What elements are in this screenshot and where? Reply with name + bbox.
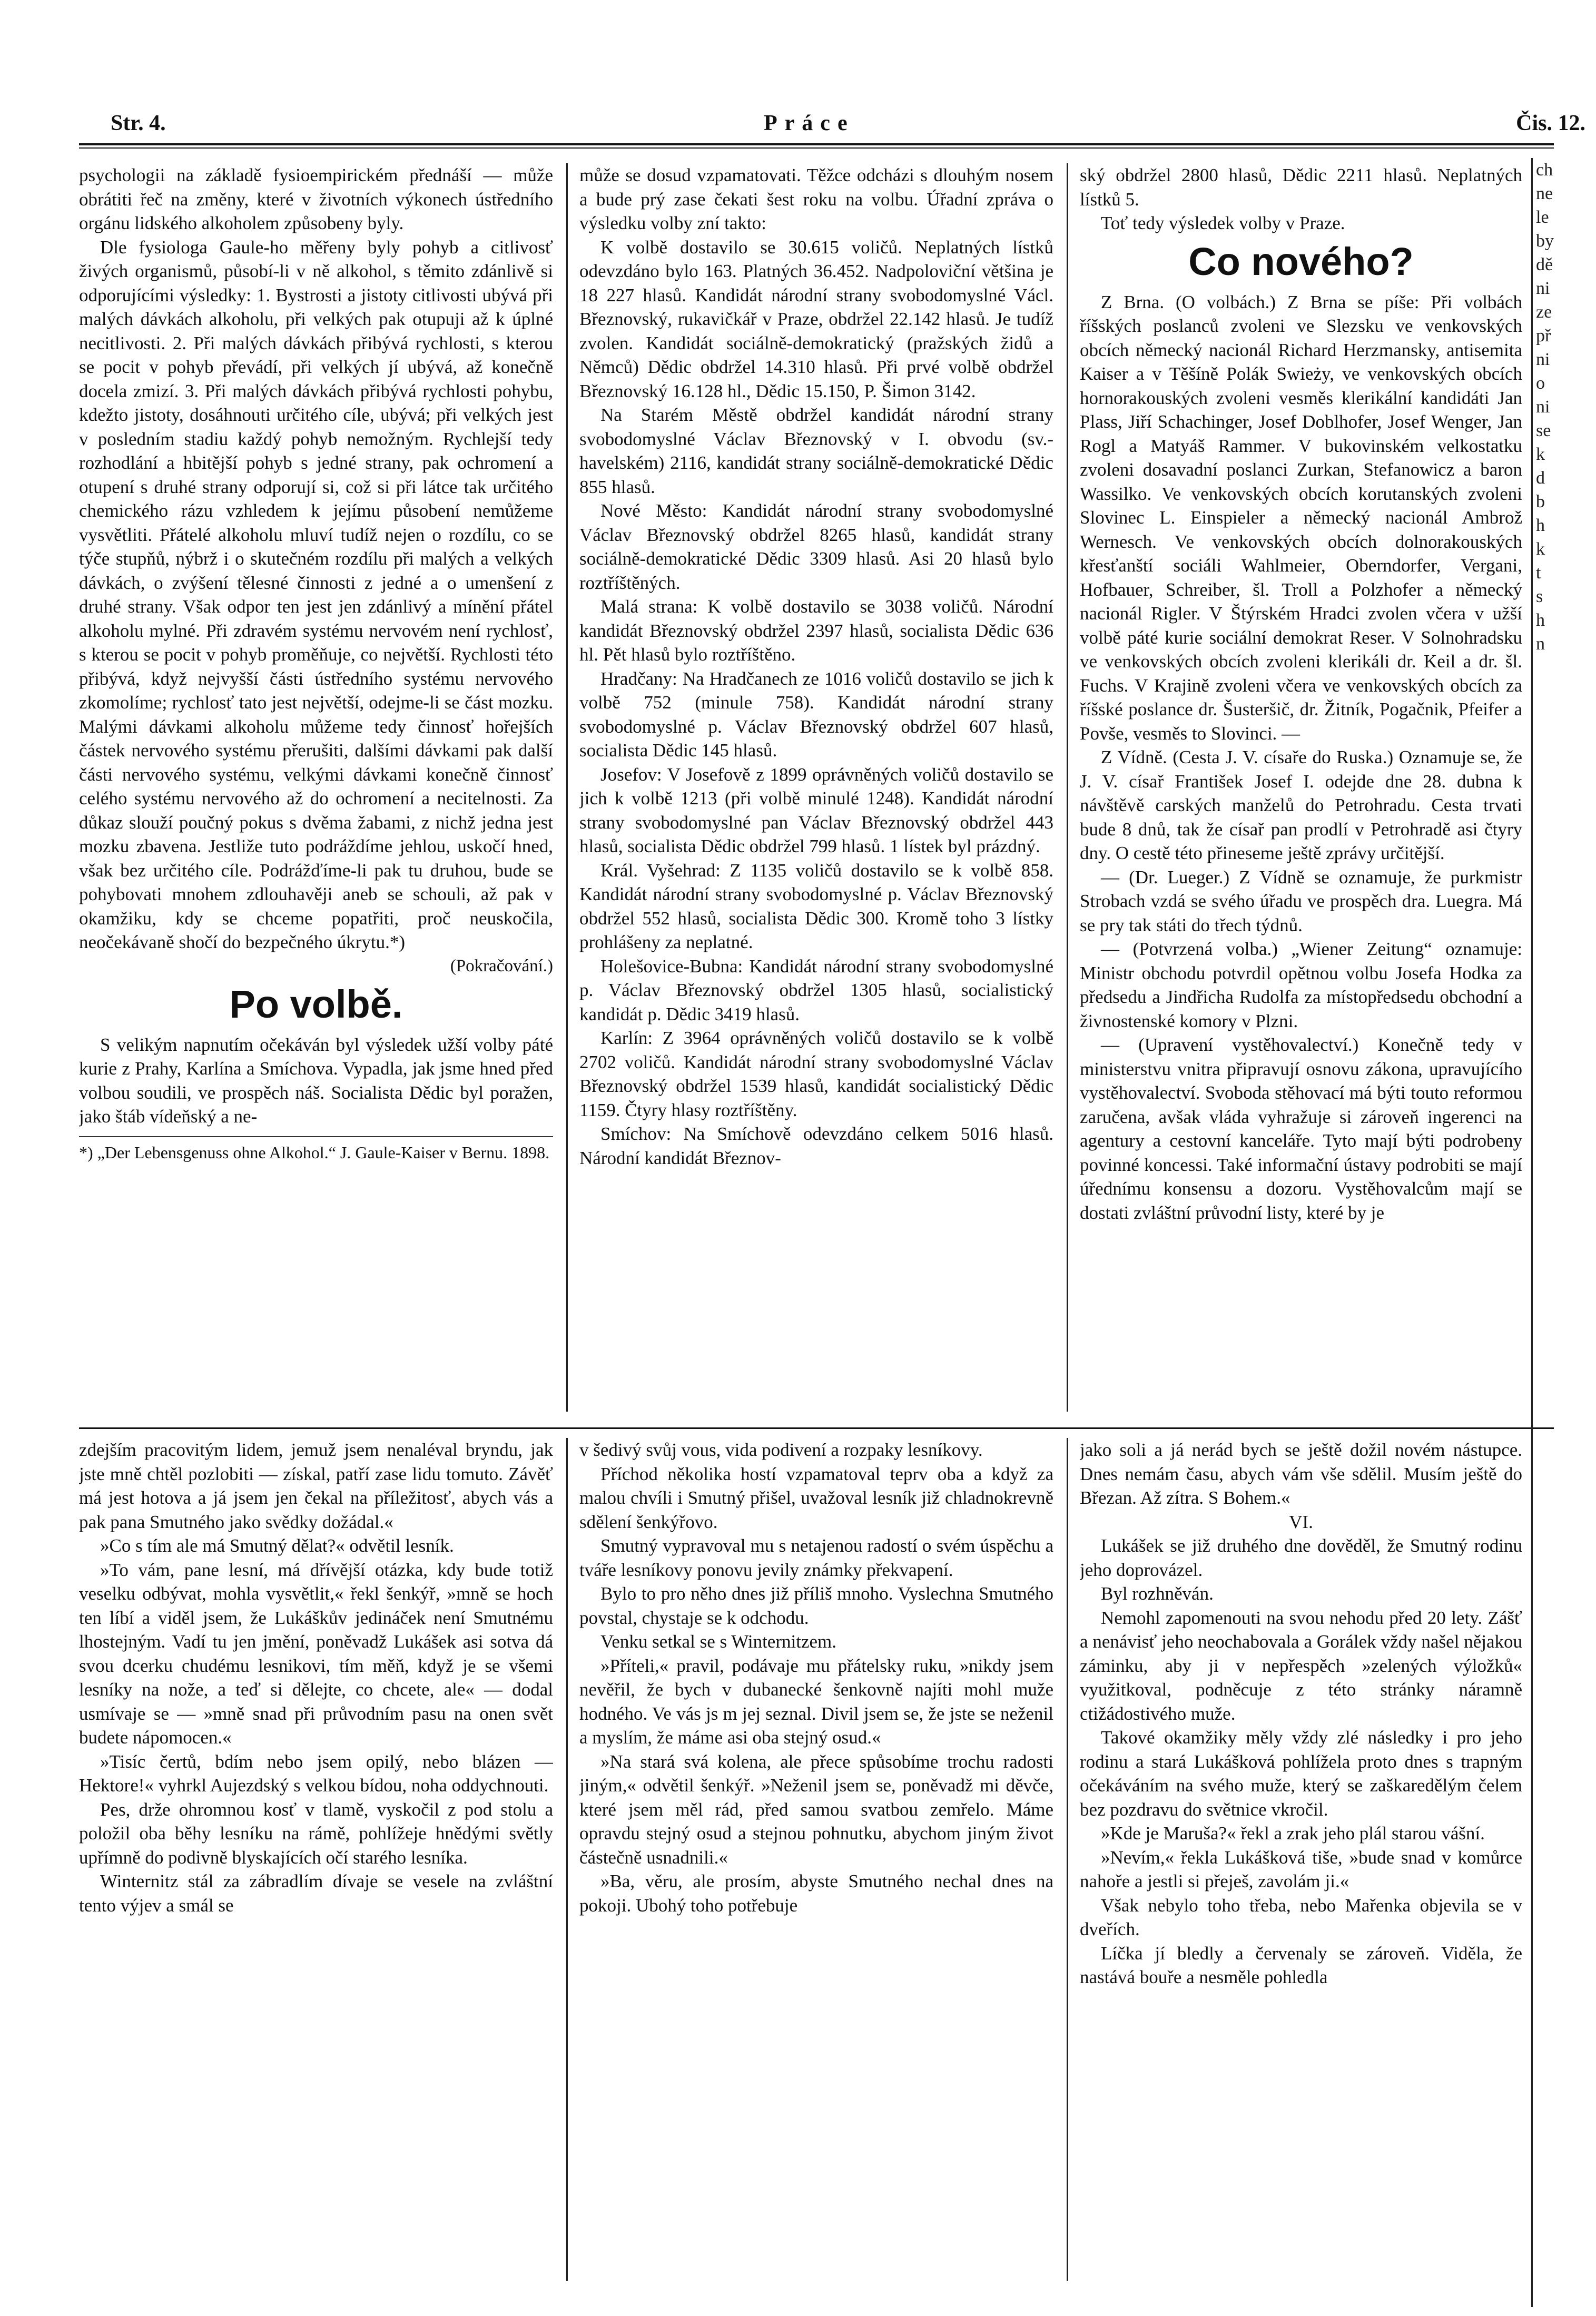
story-paragraph: »Nevím,« řekla Lukášková tiše, »bude snad v komůrce nahoře a jestli si přeješ, zavolám ji.« [1080,1847,1522,1891]
page-header [79,111,1585,147]
article-paragraph: Nové Město: Kandidát národní strany svobodomyslné Václav Březnovský obdržel 8265 hlasů, kandidát strany sociálně-demokratické Dědic 3309 hlasů. Asi 20 hlasů bylo roztříštěných. [579,500,1053,593]
edge-fragment: h [1536,610,1545,630]
edge-fragment: dě [1536,255,1553,274]
story-paragraph: »Ba, věru, ale prosím, abyste Smutného nechal dnes na pokoji. Ubohý toho potřebuje [579,1871,1053,1916]
edge-fragment: t [1536,563,1541,583]
column-divider [1067,163,1068,1412]
column-2 [579,163,1053,1422]
news-item: — (Dr. Lueger.) Z Vídně se oznamuje, že purkmistr Strobach vzdá se svého úřadu ve prospěch dra. Luegra. Má se pry tak státi do třech týdnů. [1080,866,1522,935]
story-paragraph: zdejším pracovitým lidem, jemuž jsem nenaléval bryndu, jak jste mně chtěl pozlobiti — získal, patří zase lidu tomuto. Závěť má jest hotova a já jsem jen čekal na příležitosť, abych vás a pak pana Smutného jako svědky dožádal.« [79,1440,553,1532]
article-paragraph: Josefov: V Josefově z 1899 oprávněných voličů dostavilo se jich k volbě 1213 (při volbě minulé 1248). Kandidát národní strany svobodomyslné pan Václav Březnovský obdržel 443 hlasů, socialista Dědic obdržel 799 hlasů. 1 lístek byl prázdný. [579,764,1053,856]
story-paragraph: »Co s tím ale má Smutný dělat?« odvětil lesník. [100,1535,454,1556]
article-paragraph: K volbě dostavilo se 30.615 voličů. Neplatných lístků odevzdáno bylo 163. Platných 36.452. Nadpoloviční většina je 18 227 hlasů. Kandidát národní strany svobodomyslné Václ. Březnovský, rukavičkář v Praze, obdržel 22.142 hlasů. Je tudíž zvolen. Kandidát sociálně-demokratický (pražských židů a Němců) Dědic obdržel 14.310 hlasů. Při prvé volbě obdržel Březnovský 16.128 hl., Dědic 15.150, P. Šimon 3142. [579,236,1053,401]
edge-fragment: k [1536,539,1545,559]
article-paragraph: Hradčany: Na Hradčanech ze 1016 voličů dostavilo se jich k volbě 752 (minule 758). Kandidát národní strany svobodomyslné p. Václav Březnovský obdržel 607 hlasů, socialista Dědic 145 hlasů. [579,668,1053,761]
story-paragraph: »Kde je Maruša?« řekl a zrak jeho plál starou vášní. [1101,1823,1485,1844]
article-paragraph: Smíchov: Na Smíchově odevzdáno celkem 5016 hlasů. Národní kandidát Březnov- [579,1123,1053,1168]
story-paragraph: Venku setkal se s Winternitzem. [600,1631,836,1652]
news-item: Z Brna. (O volbách.) Z Brna se píše: Při volbách říšských poslanců zvoleni ve Slezsku ve venkovských obcích německý nacionál Richard Herzmansky, antisemita Kaiser a v Těšíně Polák Swieży, ve venkovských obcích hornorakouských zvoleni vesměs klerikální kandidáti Jan Plass, Jiří Schachinger, Josef Doblhofer, Josef Wenger, Jan Rogl a Matyáš Rammer. V bukovinském velkostatku zvoleni dosavadní poslanci Zurkan, Stefanowicz a baron Wassilko. Ve venkovských obcích korutanských zvoleni Slovinec L. Einspieler a německý nacionál Ambrož Wernesch. Ve venkovských obcích dolnorakouských křesťanští sociáli Wahlmeier, Oberndorfer, Vergani, Hofbauer, Schreiber, šl. Troll a Polzhofer a německý nacionál Rigler. V Štýrském Hradci zvolen včera v užší volbě páté kurie sociální demokrat Reser. V Solnohradsku ve venkovských obcích zvoleni klerikáli dr. Keil a dr. šl. Fuchs. V Krajině zvoleni včera ve venkovských obcích za říšské poslance dr. Šusteršič, dr. Žitník, Pogačnik, Pfeifer a Povše, vesměs to Slovinci. — [1080,291,1522,744]
story-paragraph: »Na stará svá kolena, ale přece spůsobíme trochu radosti jiným,« odvětil šenkýř. »Neženil jsem se, poněvadž mi děvče, které jsem měl rád, před samou svatbou zemřelo. Máme opravdu stejný osud a stejnou pohnutku, abychom jiným život částečně usnadnili.« [579,1751,1053,1868]
article-paragraph: S velikým napnutím očekáván byl výsledek užší volby páté kurie z Prahy, Karlína a Smíchova. Vypadla, jak jsme hned před volbou soudili, ve prospěch náš. Socialista Dědic byl poražen, jako štáb vídeňský a ne- [79,1034,553,1127]
edge-fragment: ni [1536,279,1550,298]
column-divider [1067,1438,1068,2281]
column-3 [1080,163,1522,1422]
column-1 [79,163,553,1422]
continued-note: (Pokračování.) [450,956,553,975]
news-item: Z Vídně. (Cesta J. V. císaře do Ruska.) Oznamuje se, že J. V. císař František Josef I. odejde dne 28. dubna k návštěvě carských manželů do Petrohradu. Cesta trvati bude 8 dnů, tak že císař pan prodlí v Petrohradě asi čtyry dny. O cestě této přineseme ještě zprávy určitější. [1080,747,1522,863]
feuilleton-column-2 [579,1438,1053,2291]
edge-fragment: ze [1536,302,1552,322]
story-paragraph: Bylo to pro něho dnes již příliš mnoho. Vyslechna Smutného povstal, chystaje se k odchodu. [579,1583,1053,1628]
section-heading: Co nového? [1188,239,1414,283]
story-paragraph: »Tisíc čertů, bdím nebo jsem opilý, nebo blázen — Hektore!« vyhrkl Aujezdský s velkou bídou, noha oddychnouti. [79,1751,553,1796]
edge-fragment: př [1536,326,1551,346]
edge-fragment: h [1536,516,1545,535]
edge-fragment: d [1536,468,1545,488]
story-paragraph: Lukášek se již druhého dne dověděl, že Smutný rodinu jeho doprovázel. [1080,1535,1522,1580]
edge-fragment: b [1536,492,1545,511]
story-paragraph: Smutný vypravoval mu s netajenou radostí o svém úspěchu a tváře lesníkovy ponovu jevily známky překvapení. [579,1535,1053,1580]
article-paragraph: Malá strana: K volbě dostavilo se 3038 voličů. Národní kandidát Březnovský obdržel 2397 hlasů, socialista Dědic 636 hl. Pět hlasů bylo roztříštěno. [579,596,1053,665]
story-paragraph: Příchod několika hostí vzpamatoval teprv oba a když za malou chvíli i Smutný přišel, uvažoval lesník již chladnokrevně sdělení šenkýřovo. [579,1463,1053,1532]
article-paragraph: Král. Vyšehrad: Z 1135 voličů dostavilo se k volbě 858. Kandidát národní strany svobodomyslné p. Václav Březnovský obdržel 552 hlasů, socialista Dědic 300. Kromě toho 3 lístky prohlášeny za neplatné. [579,860,1053,952]
article-paragraph: Na Starém Městě obdržel kandidát národní strany svobodomyslné Václav Březnovský v I. obvodu (sv.-havelském) 2116, kandidát strany sociálně-demokratické Dědic 855 hlasů. [579,405,1053,497]
edge-fragment: ni [1536,350,1550,369]
story-paragraph: Líčka jí bledly a červenaly se zároveň. Viděla, že nastává bouře a nesměle pohledla [1080,1943,1522,1987]
story-paragraph: v šedivý svůj vous, vida podivení a rozpaky lesníkovy. [579,1440,983,1460]
story-paragraph: Pes, drže ohromnou kosť v tlamě, vyskočil z pod stolu a položil oba běhy lesníku na rámě, pohlížeje hnědými světly upřímně do podivně blyskajících očí starého lesníka. [79,1799,553,1868]
edge-fragment: o [1536,373,1545,393]
chapter-number: VI. [1289,1511,1313,1532]
header-rule [79,143,1554,145]
feuilleton-rule [79,1427,1554,1429]
article-paragraph: Karlín: Z 3964 oprávněných voličů dostavilo se k volbě 2702 voličů. Kandidát národní strany svobodomyslné Václav Březnovský obdržel 1539 hlasů, kandidát socialistický Dědic 1159. Čtyry hlasy roztříštěny. [579,1028,1053,1120]
column-divider [566,1438,568,2281]
article-paragraph: Holešovice-Bubna: Kandidát národní strany svobodomyslné p. Václav Březnovský obdržel 1305 hlasů, socialistický kandidát p. Dědic 3419 hlasů. [579,955,1053,1024]
edge-fragment: le [1536,208,1549,227]
edge-fragment: k [1536,445,1545,464]
article-paragraph: Toť tedy výsledek volby v Praze. [1101,213,1345,233]
story-paragraph: Nemohl zapomenouti na svou nehodu před 20 lety. Zášť a nenávisť jeho neochabovala a Gorálek vždy našel nějakou záminku, aby ji v nepřespěch »zelených výložků« využitkoval, podněcuje z této stránky náramně ctižádostivého muže. [1080,1607,1522,1724]
feuilleton-column-1 [79,1438,553,2291]
story-paragraph: Takové okamžiky měly vždy zlé následky i pro jeho rodinu a stará Lukášková pohlížela proto dnes s trapným očekáváním na svého muže, který se zaškaredělým čelem bez pozdravu do světnice vkročil. [1080,1727,1522,1820]
column-divider [566,163,568,1412]
footnote: *) „Der Lebensgenuss ohne Alkohol.“ J. Gaule-Kaiser v Bernu. 1898. [79,1142,550,1162]
masthead-title: Práce [764,111,855,135]
article-paragraph: ský obdržel 2800 hlasů, Dědic 2211 hlasů. Neplatných lístků 5. [1080,165,1522,210]
issue-number: Čis. 12. [1516,111,1585,135]
edge-fragment: n [1536,634,1545,654]
page-number: Str. 4. [111,111,166,135]
edge-fragment: se [1536,421,1551,440]
edge-fragment: ni [1536,397,1550,417]
edge-fragment: s [1536,587,1543,606]
footnote-rule [79,1136,553,1137]
edge-fragment: ne [1536,184,1553,203]
article-paragraph: Dle fysiologa Gaule-ho měřeny byly pohyb a citlivosť živých organismů, působí-li v ně alkohol, s těmito zdánlivě si odporujícími výsledky: 1. Bystrosti a jistoty citlivosti ubývá při malých dávkách alkoholu, při velkých pak otupuji až k úplné necitlivosti. 2. Při malých dávkách přibývá rychlosti, s kterou se pocit v pohyb převádí, při velkých jí ubývá, až konečně docela zmizí. 3. Při malých dávkách přibývá rychlosti pohybu, kdežto jistoty, dosáhnouti určitého cíle, ubývá; při velkých jest v posledním stadiu každý pohyb nemožným. Rychlejší tedy rozhodlání a hbitější pohyb s jedné strany, pak ochromení a otupení s druhé strany odporují si, což si při látce tak určitého chemického rázu vzhledem k jejímu působení nemůžeme vysvětliti. Přátelé alkoholu mluví tudíž nejen o rozdílu, co se týče stupňů, nýbrž i o skutečném rozdílu při malých a velkých dávkách, o zvýšení tělesné činnosti z jedné a o umenšení z druhé strany. Však odpor ten jest jen zdánlivý a mínění přátel alkoholu mylné. Při zdravém systému nervovém není rychlosť, s kterou se pocit v pohyb proměňuje, co největší. Rychlosti této přibývá, když nejvyšší části ústředního systému nervového zkomolíme; rychlosť tato jest největší, odejme-li se část mozku. Malými dávkami alkoholu můžeme tedy činnosť hořejších částek nervového systému přerušiti, dalšími dávkami pak další části nervového systému, velkými dávkami konečně činnosť celého systému nervového až do ochromení a necitelnosti. Za důkaz slouží poučný pokus s dvěma žabami, z nichž jedna jest mozku zbavena. Jestliže tuto podráždíme jehlou, uskočí hned, však bez určitého cíle. Podrážďíme-li pak tu druhou, bude se pohybovati mnohem zdlouhavěji aneb se schouli, až pak v okamžiku, kdy se chceme popatřiti, proč neuskočila, neočekávaně shočí do bezpečného úkrytu.*) [79,236,553,952]
story-paragraph: Však nebylo toho třeba, nebo Mařenka objevila se v dveřích. [1080,1895,1522,1939]
newspaper-page [79,111,1585,2297]
story-paragraph: »Příteli,« pravil, podávaje mu přátelsky ruku, »nikdy jsem nevěřil, že bych v dubanecké šenkovně najíti mohl muže hodného. Ve vás js m jej seznal. Divil jsem se, že jste se neženil a myslím, že máme asi oba stejný osud.« [579,1655,1053,1748]
adjacent-page-edge [1531,158,1554,2307]
edge-fragment: ch [1536,160,1553,180]
story-paragraph: Winternitz stál za zábradlím dívaje se vesele na zvláštní tento výjev a smál se [79,1871,553,1916]
article-paragraph: psychologii na základě fysioempirickém přednáší — může obrátiti řeč na změny, které v životních výkonech ústředního orgánu lidského alkoholem způsobeny byly. [79,165,553,233]
edge-fragment: by [1536,231,1554,251]
news-item: — (Upravení vystěhovalectví.) Konečně tedy v ministerstvu vnitra připravují osnovu zákona, upravujícího vystěhovalectví. Svoboda stěhovací má býti touto reformou zaručena, avšak vláda vyhražuje si zároveň ingerenci na agentury a cestovní kanceláře. Tyto mají býti podrobeny povinné koncessi. Také informační ústavy podrobiti se mají úřednímu konsensu a dozoru. Vystěhovalcům mají se dostati zvláštní průvodní listy, které by je [1080,1034,1522,1223]
feuilleton-column-3 [1080,1438,1522,2291]
story-paragraph: Byl rozhněván. [1101,1583,1214,1604]
header-rule-thin [79,147,1554,149]
story-paragraph: jako soli a já nerád bych se ještě dožil novém nástupce. Dnes nemám času, abych vám vše sdělil. Musím ještě do Březan. Až zítra. S Bohem.« [1080,1440,1522,1508]
article-paragraph: může se dosud vzpamatovati. Těžce odcházi s dlouhým nosem a bude prý zase čekati šest roku na volbu. Úřadní zpráva o výsledku volby zní takto: [579,165,1053,233]
article-heading: Po volbě. [229,982,403,1026]
news-item: — (Potvrzená volba.) „Wiener Zeitung“ oznamuje: Ministr obchodu potvrdil opětnou volbu Josefa Hodka za předsedu a Jindřicha Rudolfa za místopředsedu obchodní a živnostenské komory v Plzni. [1080,939,1522,1031]
story-paragraph: »To vám, pane lesní, má dřívější otázka, kdy bude totiž veselku odbývat, mohla vysvětlit,« řekl šenkýř, »mně se hoch ten líbí a viděl jsem, že Lukáškův jedináček není Smutnému lhostejným. Vadí tu jen jmění, poněvadž Lukášek asi sotva dá svou dcerku chudému lesnikovi, tím měň, když je se všemi lesníky na nože, a teď si dělejte, co chcete, ale« — dodal usmívaje se — »mně snad při průvodním pasu na onen svět budete nápomocen.« [79,1559,553,1748]
